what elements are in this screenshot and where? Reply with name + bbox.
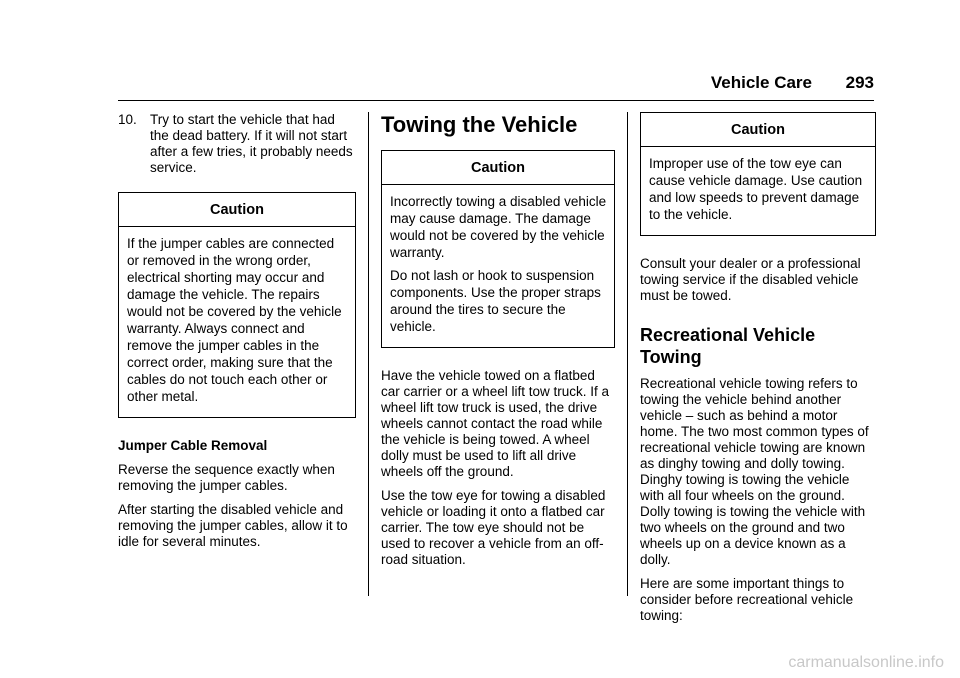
caution-text: Improper use of the tow eye can cause vehicle damage. Use caution and low speeds to prevent damage to the vehicle. bbox=[649, 156, 863, 222]
column-divider bbox=[368, 112, 369, 596]
paragraph: Recreational vehicle towing refers to towing the vehicle behind another vehicle – such as behind a motor home. The two most common types of recreational vehicle towing are known as dinghy towing and dolly towing. Dinghy towing is towing the vehicle with all four wheels on the ground. Dolly towing is towing the vehicle with two wheels on the ground and two wheels up on a device known as a dolly. bbox=[640, 376, 869, 567]
caution-text: If the jumper cables are connected or removed in the wrong order, electrical shorting may occur and damage the vehicle. The repairs would not be covered by the vehicle warranty. Always connect and remove the jumper cables in the correct order, making sure that the cables do not touch each other or other metal. bbox=[127, 236, 342, 404]
column-right bbox=[640, 112, 876, 632]
column-left bbox=[118, 112, 356, 558]
caution-text: Do not lash or hook to suspension components. Use the proper straps around the tires to secure the vehicle. bbox=[390, 268, 601, 334]
section-heading: Recreational Vehicle Towing bbox=[640, 325, 816, 367]
section-title: Vehicle Care bbox=[710, 73, 812, 92]
caution-box bbox=[381, 150, 615, 348]
list-text: Try to start the vehicle that had the dead battery. If it will not start after a few tries, it probably needs service. bbox=[150, 112, 353, 175]
paragraph: After starting the disabled vehicle and removing the jumper cables, allow it to idle for several minutes. bbox=[118, 502, 348, 549]
caution-box bbox=[118, 192, 356, 418]
section-heading: Towing the Vehicle bbox=[381, 112, 578, 137]
page-number: 293 bbox=[845, 73, 874, 92]
paragraph: Here are some important things to consider before recreational vehicle towing: bbox=[640, 576, 854, 623]
watermark: carmanualsonline.info bbox=[788, 654, 944, 671]
paragraph: Use the tow eye for towing a disabled vehicle or loading it onto a flatbed car carrier. The tow eye should not be used to recover a vehicle from an off-road situation. bbox=[381, 488, 606, 567]
list-item bbox=[118, 112, 356, 176]
list-number: 10. bbox=[118, 112, 137, 127]
page-header bbox=[118, 70, 874, 101]
caution-title: Caution bbox=[119, 193, 355, 227]
paragraph: Consult your dealer or a professional towing service if the disabled vehicle must be towed. bbox=[640, 256, 861, 303]
caution-text: Incorrectly towing a disabled vehicle may cause damage. The damage would not be covered by the vehicle warranty. bbox=[390, 194, 607, 260]
column-divider bbox=[627, 112, 628, 596]
subheading: Jumper Cable Removal bbox=[118, 438, 268, 453]
paragraph: Have the vehicle towed on a flatbed car carrier or a wheel lift tow truck. If a wheel lift tow truck is used, the drive wheels cannot contact the road while the vehicle is being towed. A wheel dolly must be used to lift all drive wheels off the ground. bbox=[381, 368, 610, 479]
caution-title: Caution bbox=[382, 151, 614, 185]
caution-title: Caution bbox=[641, 113, 875, 147]
column-middle bbox=[381, 112, 615, 576]
caution-box bbox=[640, 112, 876, 236]
paragraph: Reverse the sequence exactly when removing the jumper cables. bbox=[118, 462, 335, 493]
